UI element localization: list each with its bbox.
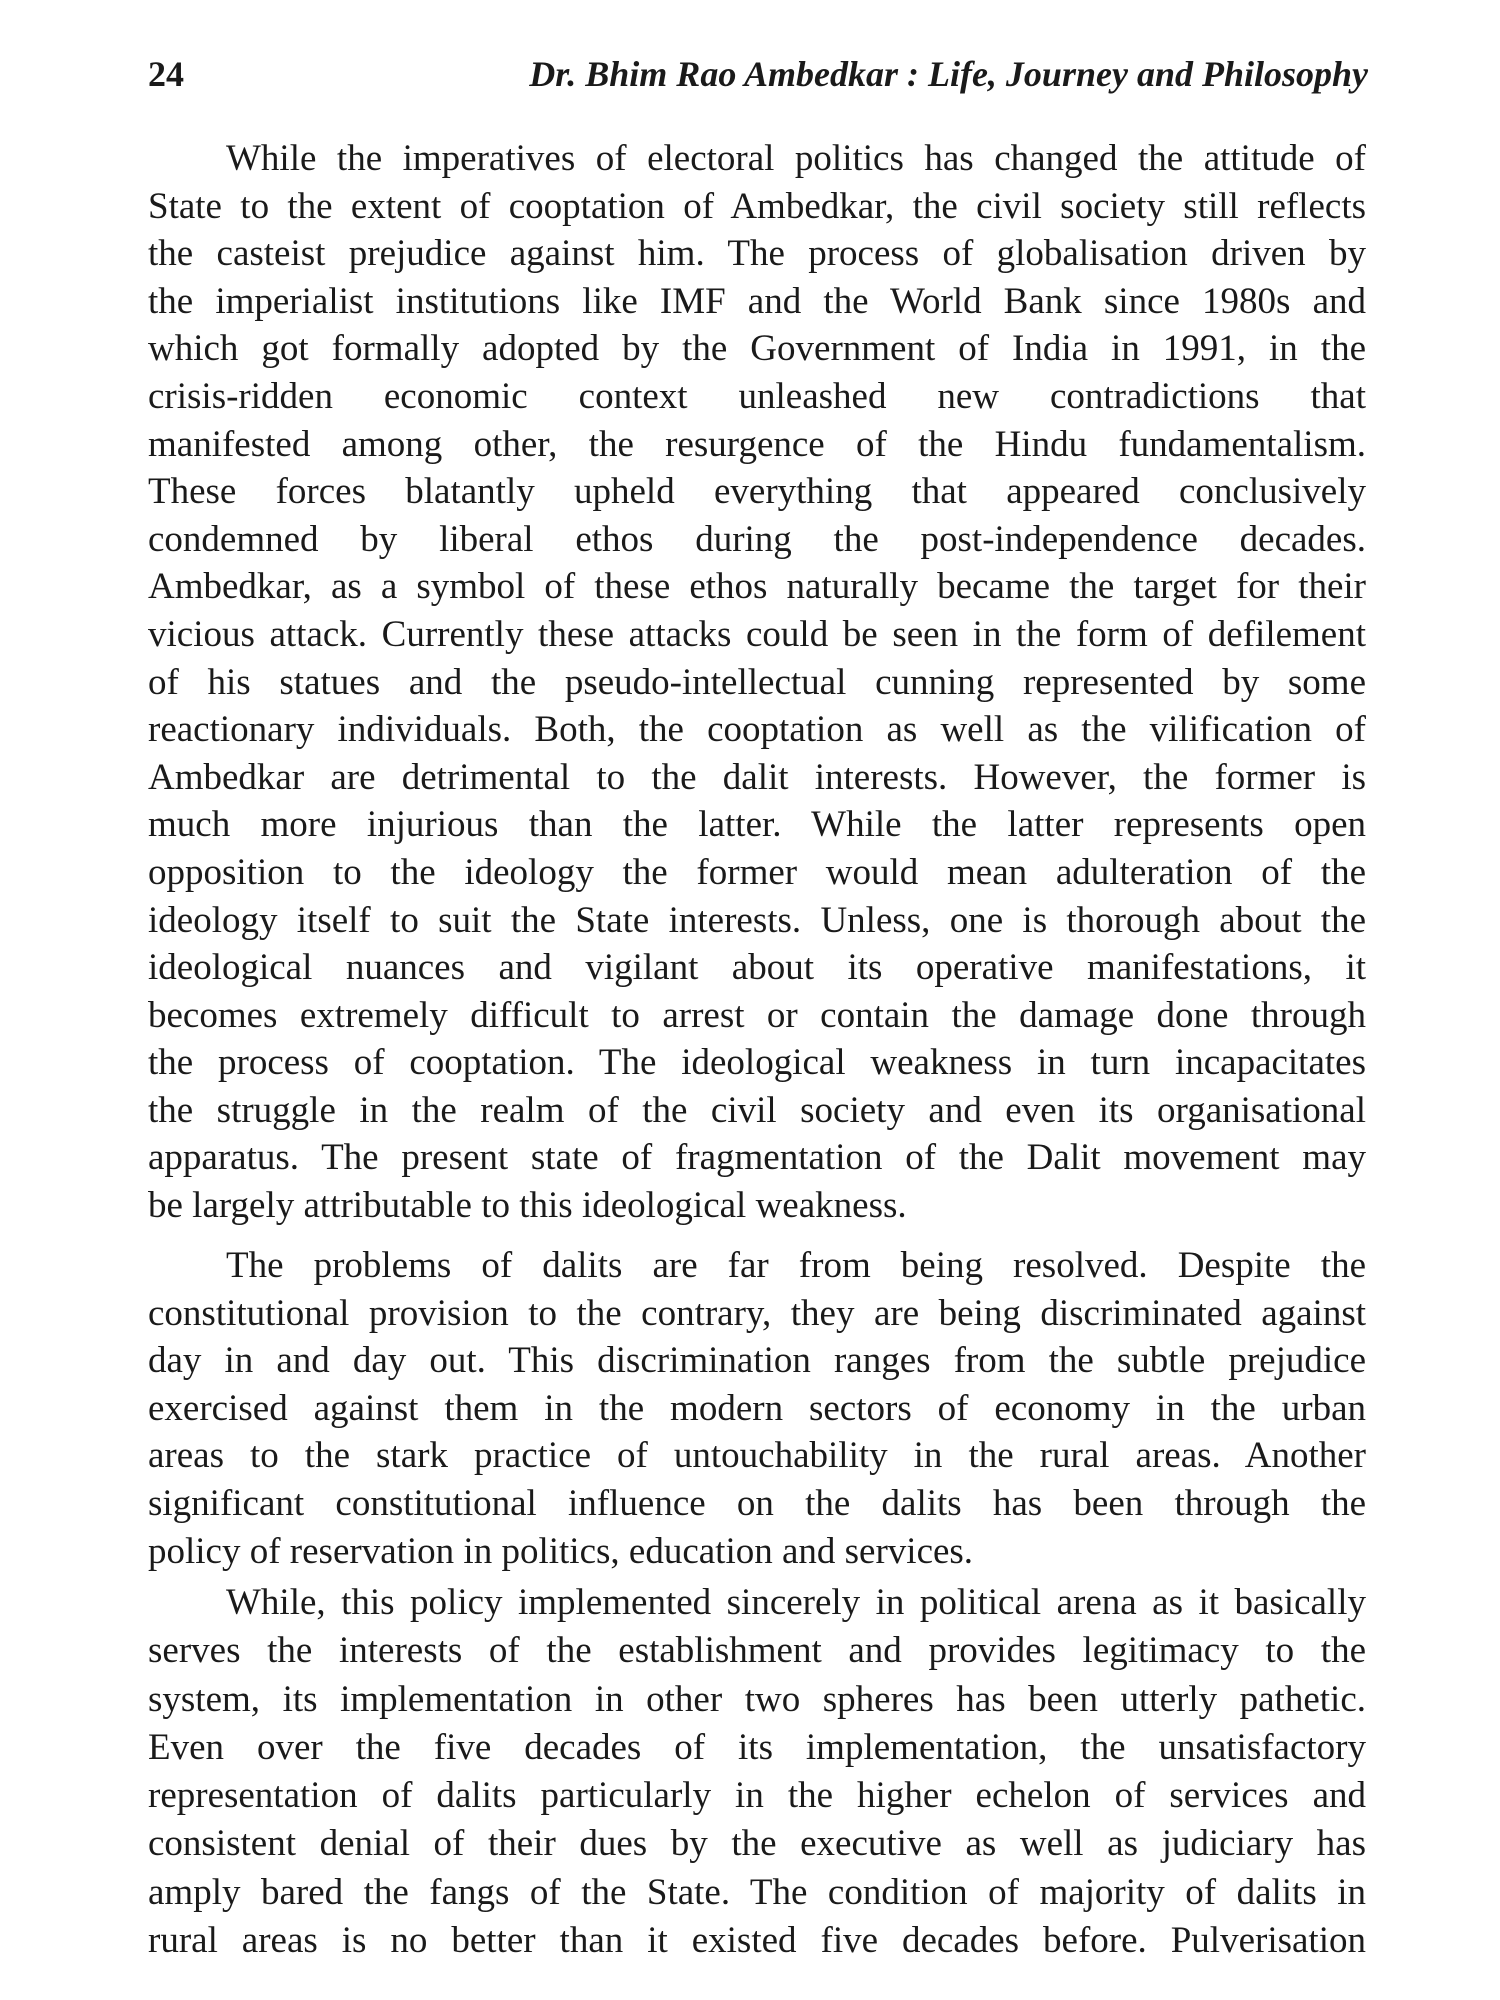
text-line: rural areas is no better than it existed five decades before. Pulverisation bbox=[148, 1920, 1366, 1962]
text-line: While, this policy implemented sincerely in political arena as it basically bbox=[226, 1582, 1366, 1623]
text-line: serves the interests of the establishment and provides legitimacy to the bbox=[148, 1630, 1366, 1672]
text-line: The problems of dalits are far from being resolved. Despite the bbox=[226, 1245, 1366, 1286]
text-line: the imperialist institutions like IMF and the World Bank since 1980s and bbox=[148, 280, 1366, 322]
paragraph-1 bbox=[148, 135, 1366, 1230]
text-line: significant constitutional influence on the dalits has been through the bbox=[148, 1482, 1366, 1524]
text-line: constitutional provision to the contrary, they are being discriminated against bbox=[148, 1292, 1366, 1334]
text-line: day in and day out. This discrimination ranges from the subtle prejudice bbox=[148, 1340, 1366, 1382]
paragraph-3 bbox=[148, 1579, 1366, 1965]
text-line: reactionary individuals. Both, the cooptation as well as the vilification of bbox=[148, 709, 1366, 751]
text-line: the process of cooptation. The ideological weakness in turn incapacitates bbox=[148, 1042, 1366, 1084]
text-line: crisis-ridden economic context unleashed new contradictions that bbox=[148, 375, 1366, 417]
text-line: condemned by liberal ethos during the post-independence decades. bbox=[148, 518, 1366, 560]
text-line: vicious attack. Currently these attacks could be seen in the form of defilement bbox=[148, 613, 1366, 655]
text-line: State to the extent of cooptation of Ambedkar, the civil society still reflects bbox=[148, 185, 1366, 227]
text-line: apparatus. The present state of fragmentation of the Dalit movement may bbox=[148, 1137, 1366, 1179]
paragraph-2 bbox=[148, 1242, 1366, 1575]
text-line: which got formally adopted by the Government of India in 1991, in the bbox=[148, 328, 1366, 370]
page-header bbox=[148, 56, 1368, 96]
text-line: exercised against them in the modern sectors of economy in the urban bbox=[148, 1387, 1366, 1429]
text-line: representation of dalits particularly in the higher echelon of services and bbox=[148, 1775, 1366, 1817]
running-title: Dr. Bhim Rao Ambedkar : Life, Journey and Philosophy bbox=[529, 54, 1368, 94]
text-line: ideological nuances and vigilant about its operative manifestations, it bbox=[148, 947, 1366, 989]
text-line: becomes extremely difficult to arrest or contain the damage done through bbox=[148, 994, 1366, 1036]
text-line: policy of reservation in politics, education and services. bbox=[148, 1530, 974, 1572]
text-line: These forces blatantly upheld everything that appeared conclusively bbox=[148, 471, 1366, 513]
text-line: areas to the stark practice of untouchability in the rural areas. Another bbox=[148, 1435, 1366, 1477]
text-line: the struggle in the realm of the civil society and even its organisational bbox=[148, 1089, 1366, 1131]
text-line: Even over the five decades of its implementation, the unsatisfactory bbox=[148, 1726, 1366, 1768]
text-line: consistent denial of their dues by the executive as well as judiciary has bbox=[148, 1823, 1366, 1865]
text-line: amply bared the fangs of the State. The condition of majority of dalits in bbox=[148, 1871, 1366, 1913]
text-line: While the imperatives of electoral politics has changed the attitude of bbox=[226, 138, 1366, 179]
text-line: Ambedkar, as a symbol of these ethos naturally became the target for their bbox=[148, 566, 1366, 608]
text-line: manifested among other, the resurgence of the Hindu fundamentalism. bbox=[148, 423, 1366, 465]
text-line: much more injurious than the latter. While the latter represents open bbox=[148, 804, 1366, 846]
text-line: Ambedkar are detrimental to the dalit interests. However, the former is bbox=[148, 756, 1366, 798]
text-line: ideology itself to suit the State interests. Unless, one is thorough about the bbox=[148, 899, 1366, 941]
text-line: be largely attributable to this ideological weakness. bbox=[148, 1185, 907, 1227]
text-line: the casteist prejudice against him. The process of globalisation driven by bbox=[148, 233, 1366, 275]
text-line: opposition to the ideology the former would mean adulteration of the bbox=[148, 851, 1366, 893]
text-line: system, its implementation in other two spheres has been utterly pathetic. bbox=[148, 1678, 1366, 1720]
page-number: 24 bbox=[148, 54, 184, 94]
text-line: of his statues and the pseudo-intellectual cunning represented by some bbox=[148, 661, 1366, 703]
